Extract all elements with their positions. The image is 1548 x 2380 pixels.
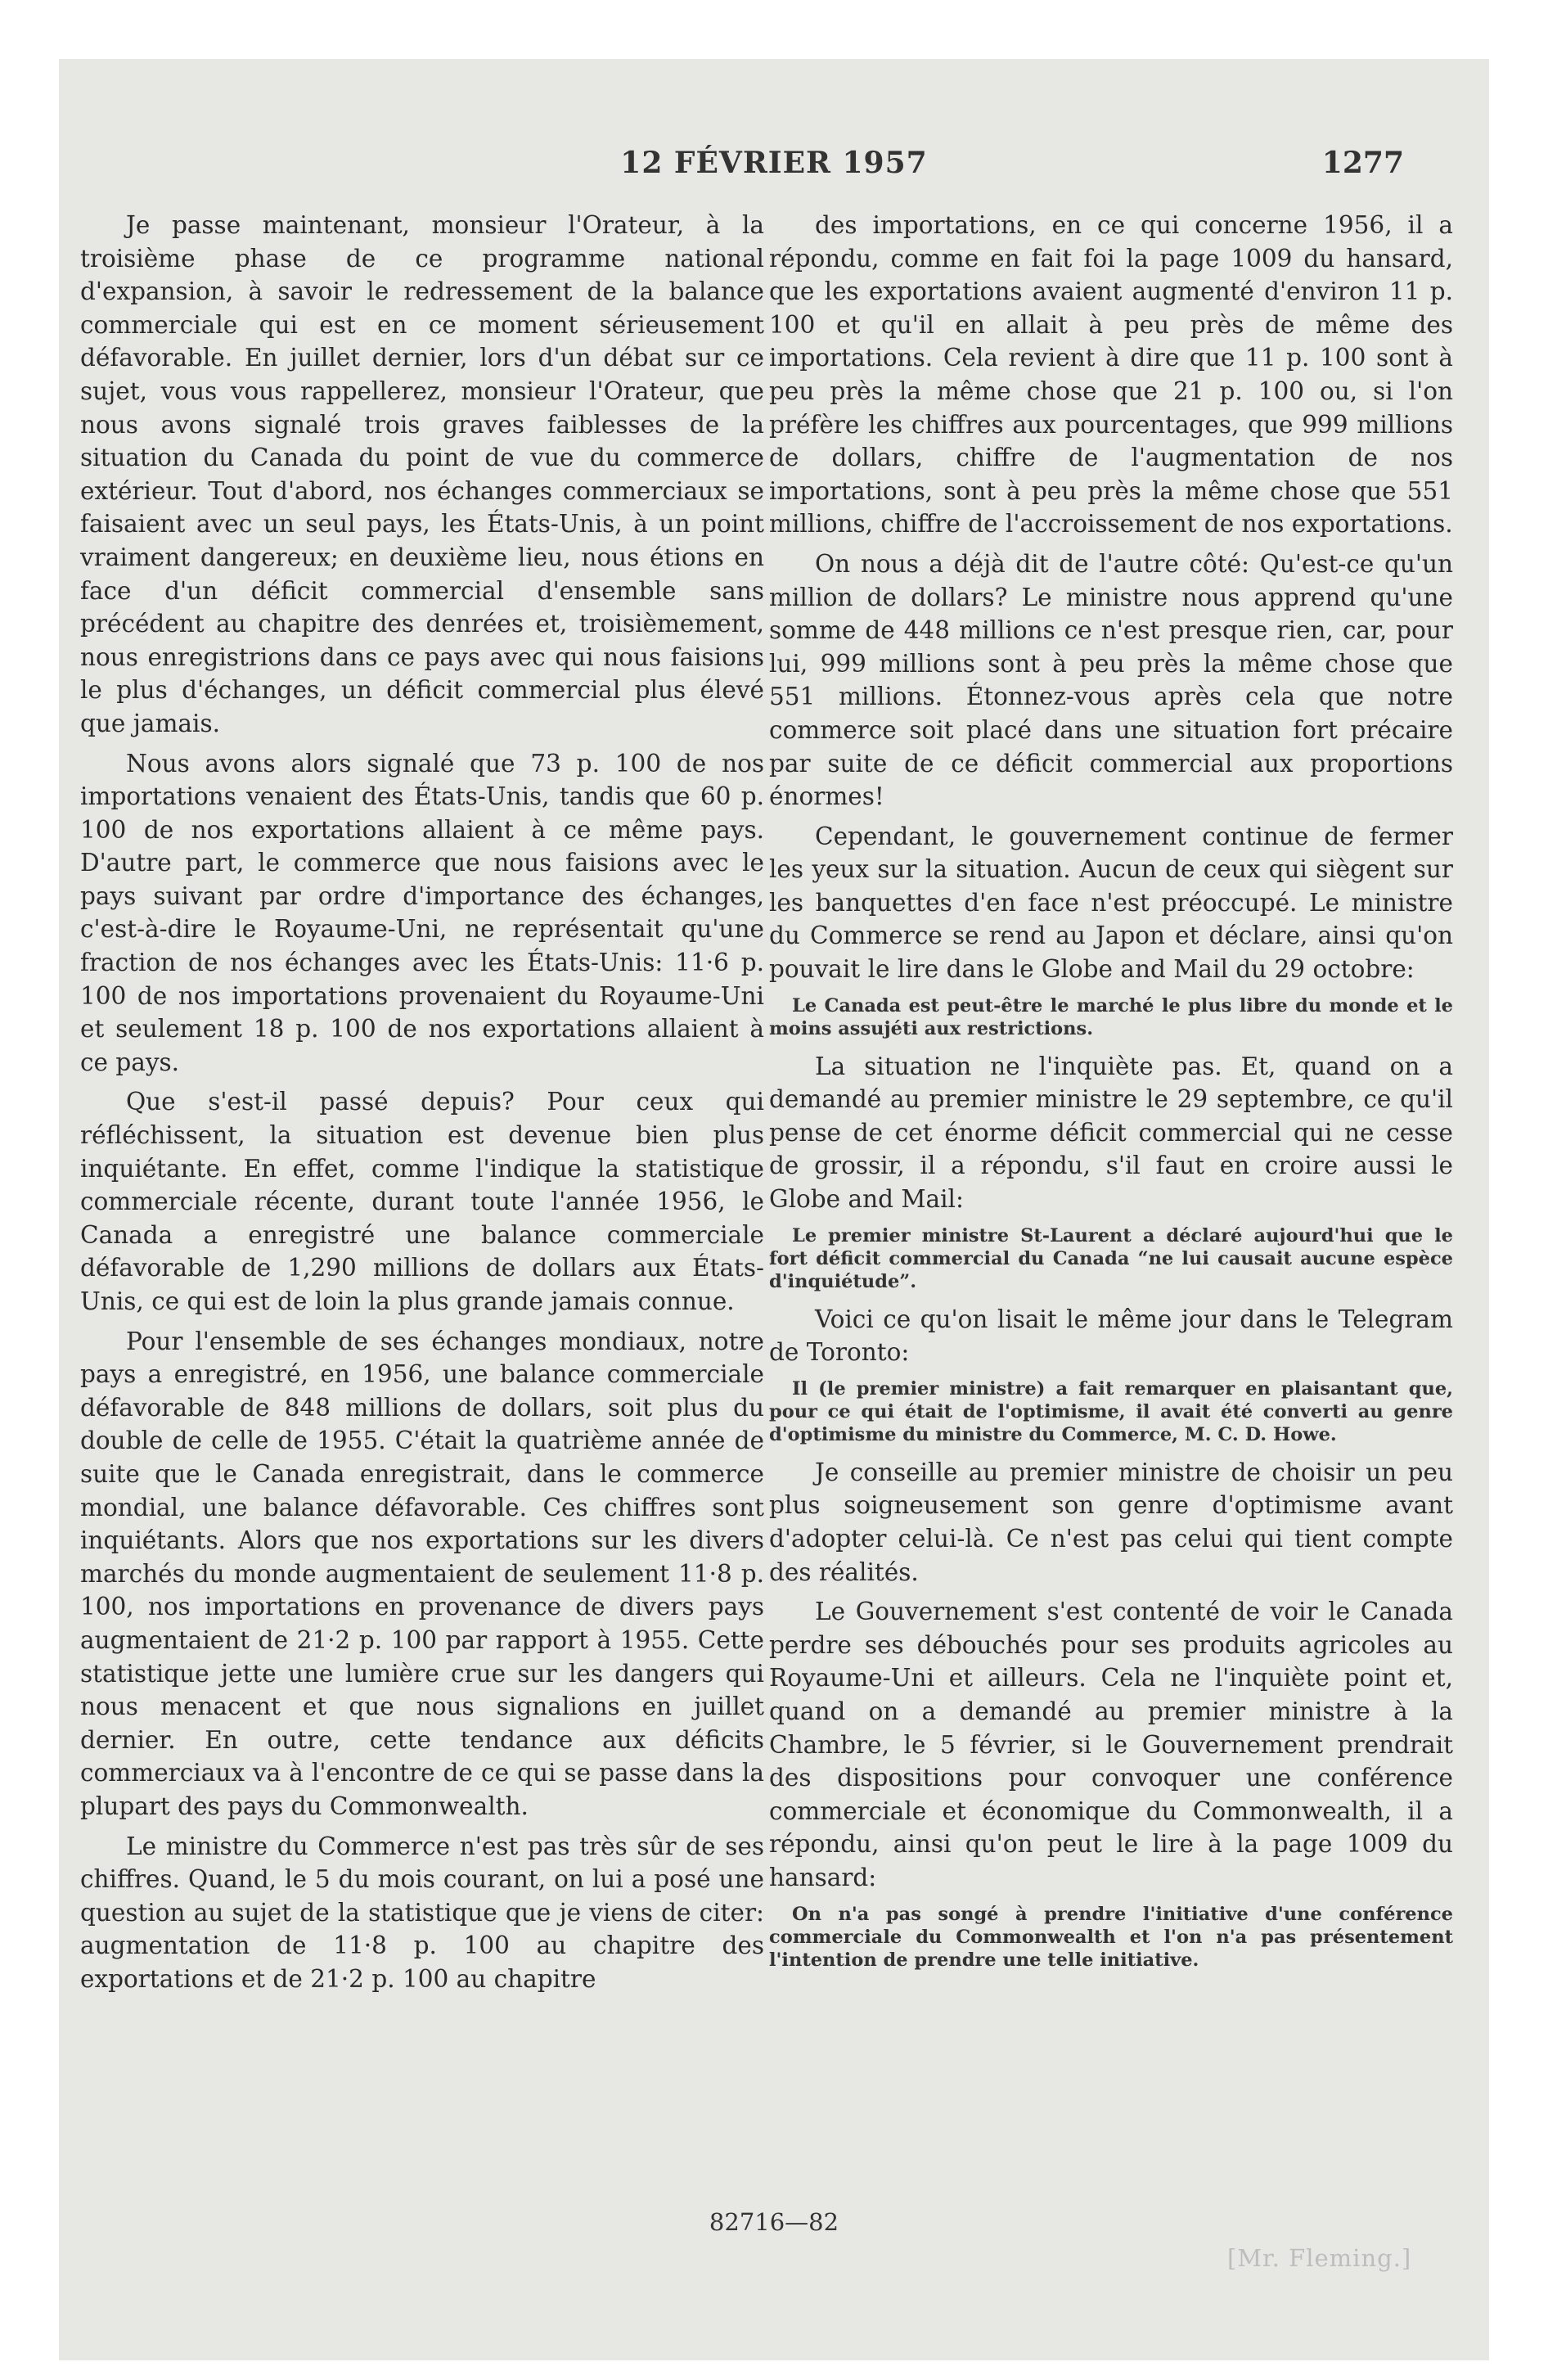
- paragraph: des importations, en ce qui concerne 1956, il a répondu, comme en fait foi la page 1009 du hansard, que les exportations avaient augmenté d'environ 11 p. 100 et qu'il en allait à peu près de même des importations. Cela revient à dire que 11 p. 100 sont à peu près la même chose que 21 p. 100 ou, si l'on préfère les chiffres aux pourcentages, que 999 millions de dollars, chiffre de l'augmentation de nos importations, sont à peu près la même chose que 551 millions, chiffre de l'accroissement de nos exportations.: [769, 211, 1453, 539]
- paragraph: Nous avons alors signalé que 73 p. 100 de nos importations venaient des États-Unis, tandis que 60 p. 100 de nos exportations allaient à ce même pays. D'autre part, le commerce que nous faisions avec le pays suivant par ordre d'importance des échanges, c'est-à-dire le Royaume-Uni, ne représentait qu'une fraction de nos échanges avec les États-Unis: 11·6 p. 100 de nos importations provenaient du Royaume-Uni et seulement 18 p. 100 de nos exportations allaient à ce pays.: [80, 749, 764, 1076]
- left-column: [80, 209, 764, 1995]
- paragraph: La situation ne l'inquiète pas. Et, quand on a demandé au premier ministre le 29 septembre, ce qu'il pense de cet énorme déficit commercial qui ne cesse de grossir, il a répondu, s'il faut en croire aussi le Globe and Mail:: [769, 1052, 1453, 1214]
- print-code: 82716—82: [709, 2208, 839, 2236]
- block-quote: Le Canada est peut-être le marché le plus libre du monde et le moins assujéti aux restrictions.: [769, 994, 1453, 1039]
- right-column: [769, 209, 1453, 1981]
- running-head: [0, 146, 1548, 187]
- paragraph: Je conseille au premier ministre de choisir un peu plus soigneusement son genre d'optimisme avant d'adopter celui-là. Ce n'est pas celui qui tient compte des réalités.: [769, 1458, 1453, 1586]
- paragraph: Cependant, le gouvernement continue de fermer les yeux sur la situation. Aucun de ceux qui siègent sur les banquettes d'en face n'est préoccupé. Le ministre du Commerce se rend au Japon et déclare, ainsi qu'on pouvait le lire dans le Globe and Mail du 29 octobre:: [769, 822, 1453, 984]
- paragraph: Voici ce qu'on lisait le même jour dans le Telegram de Toronto:: [769, 1305, 1453, 1367]
- paragraph: Je passe maintenant, monsieur l'Orateur, à la troisième phase de ce programme national d'expansion, à savoir le redressement de la balance commerciale qui est en ce moment sérieusement défavorable. En juillet dernier, lors d'un débat sur ce sujet, vous vous rappellerez, monsieur l'Orateur, que nous avons signalé trois graves faiblesses de la situation du Canada du point de vue du commerce extérieur. Tout d'abord, nos échanges commerciaux se faisaient avec un seul pays, les États-Unis, à un point vraiment dangereux; en deuxième lieu, nous étions en face d'un déficit commercial d'ensemble sans précédent au chapitre des denrées et, troisièmement, nous enregistrions dans ce pays avec qui nous faisions le plus d'échanges, un déficit commercial plus élevé que jamais.: [80, 211, 764, 737]
- paragraph: Le Gouvernement s'est contenté de voir le Canada perdre ses débouchés pour ses produits agricoles au Royaume-Uni et ailleurs. Cela ne l'inquiète point et, quand on a demandé au premier ministre à la Chambre, le 5 février, si le Gouvernement prendrait des dispositions pour convoquer une conférence commerciale et économique du Commonwealth, il a répondu, ainsi qu'on peut le lire à la page 1009 du hansard:: [769, 1598, 1453, 1891]
- block-quote: Il (le premier ministre) a fait remarquer en plaisantant que, pour ce qui était de l'optimisme, il avait été converti au genre d'optimisme du ministre du Commerce, M. C. D. Howe.: [769, 1377, 1453, 1445]
- speaker-attribution: [Mr. Fleming.]: [1227, 2244, 1412, 2272]
- block-quote: On n'a pas songé à prendre l'initiative d'une conférence commerciale du Commonwealth et l'on n'a pas présentement l'intention de prendre une telle initiative.: [769, 1903, 1453, 1971]
- paragraph: On nous a déjà dit de l'autre côté: Qu'est-ce qu'un million de dollars? Le ministre nous apprend qu'une somme de 448 millions ce n'est presque rien, car, pour lui, 999 millions sont à peu près la même chose que 551 millions. Étonnez-vous après cela que notre commerce soit placé dans une situation fort précaire par suite de ce déficit commercial aux proportions énormes!: [769, 549, 1453, 811]
- paragraph: Pour l'ensemble de ses échanges mondiaux, notre pays a enregistré, en 1956, une balance commerciale défavorable de 848 millions de dollars, soit plus du double de celle de 1955. C'était la quatrième année de suite que le Canada enregistrait, dans le commerce mondial, une balance défavorable. Ces chiffres sont inquiétants. Alors que nos exportations sur les divers marchés du monde augmentaient de seulement 11·8 p. 100, nos importations en provenance de divers pays augmentaient de 21·2 p. 100 par rapport à 1955. Cette statistique jette une lumière crue sur les dangers qui nous menacent et que nous signalions en juillet dernier. En outre, cette tendance aux déficits commerciaux va à l'encontre de ce qui se passe dans la plupart des pays du Commonwealth.: [80, 1327, 764, 1820]
- paragraph: Le ministre du Commerce n'est pas très sûr de ses chiffres. Quand, le 5 du mois courant, on lui a posé une question au sujet de la statistique que je viens de citer: augmentation de 11·8 p. 100 au chapitre des exportations et de 21·2 p. 100 au chapitre: [80, 1832, 764, 1993]
- block-quote: Le premier ministre St-Laurent a déclaré aujourd'hui que le fort déficit commercial du Canada “ne lui causait aucune espèce d'inquiétude”.: [769, 1224, 1453, 1292]
- paragraph: Que s'est-il passé depuis? Pour ceux qui réfléchissent, la situation est devenue bien plus inquiétante. En effet, comme l'indique la statistique commerciale récente, durant toute l'année 1956, le Canada a enregistré une balance commerciale défavorable de 1,290 millions de dollars aux États-Unis, ce qui est de loin la plus grande jamais connue.: [80, 1088, 764, 1315]
- page-number: 1277: [1321, 146, 1404, 180]
- page-date: 12 FÉVRIER 1957: [620, 146, 928, 180]
